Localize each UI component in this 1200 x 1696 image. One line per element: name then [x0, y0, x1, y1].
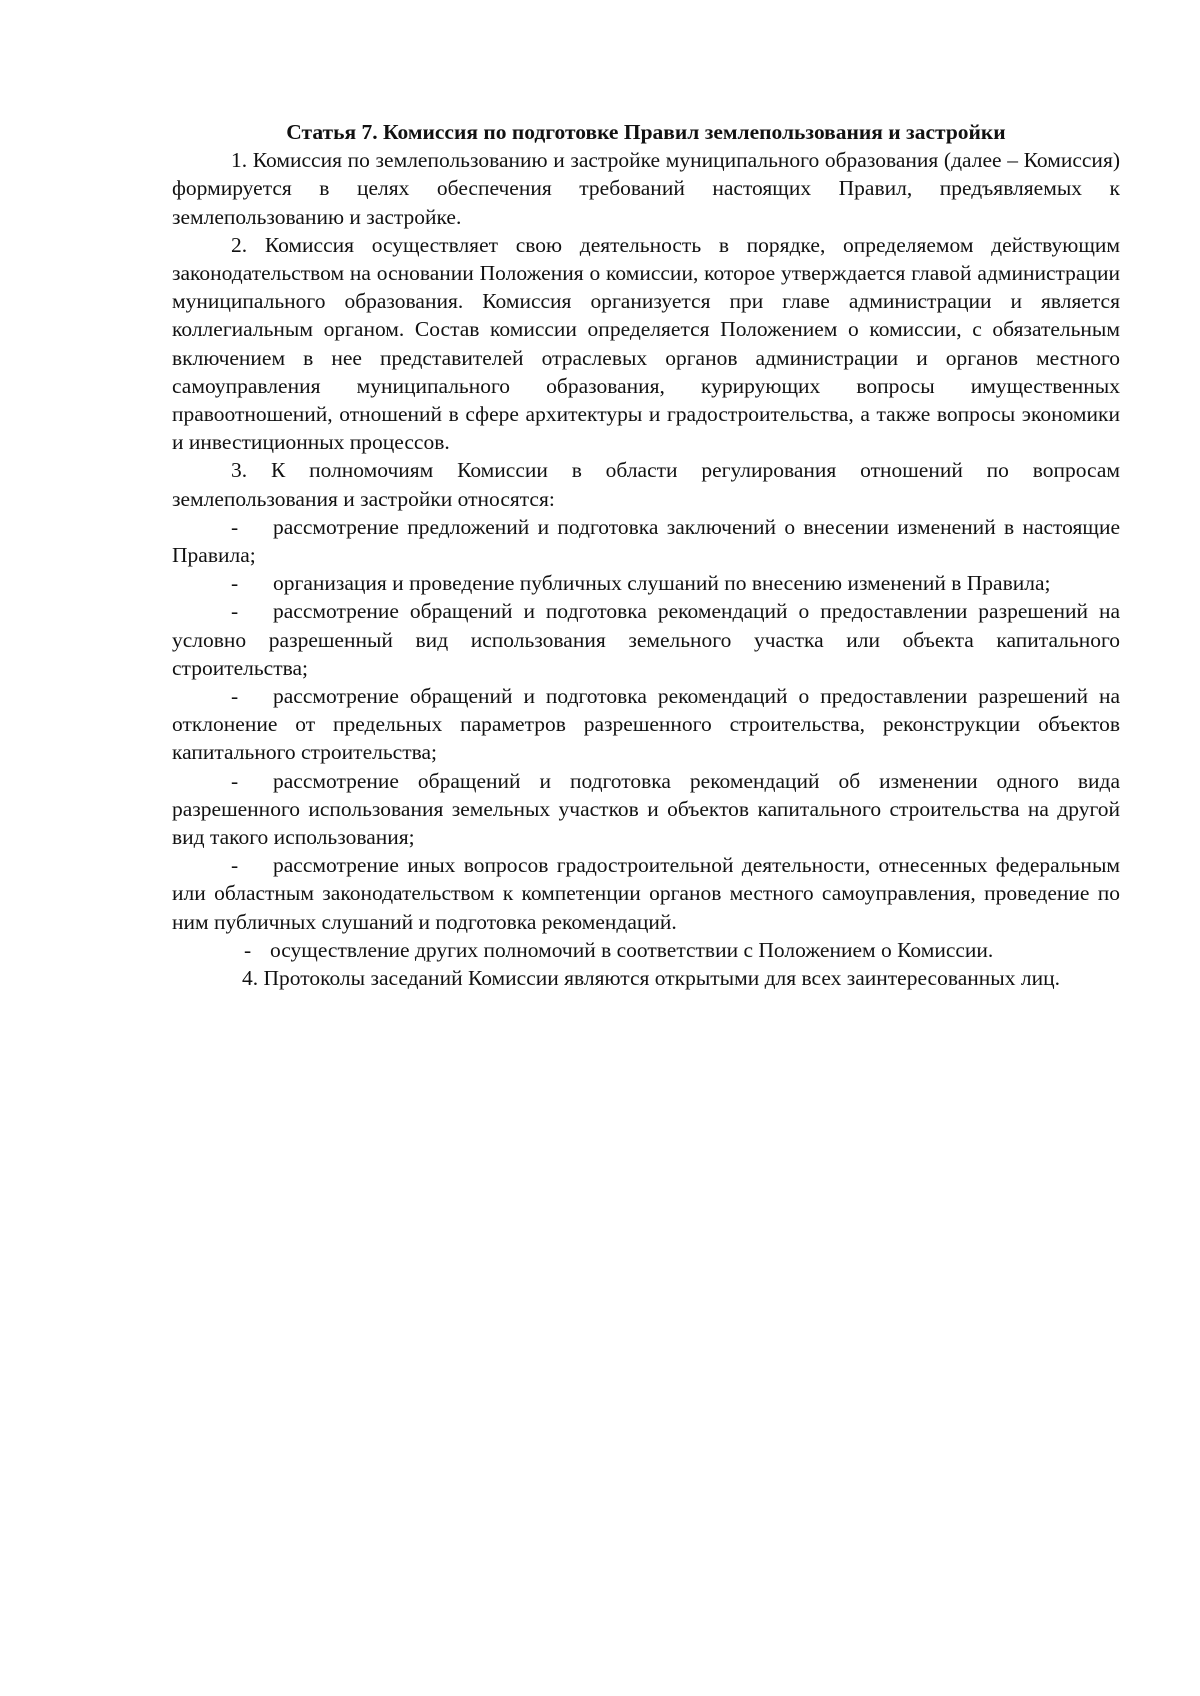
- list-item: [172, 597, 1120, 682]
- list-item-text: рассмотрение иных вопросов градостроительной деятельности, отнесенных федеральным или областным законодательством к компетенции органов местного самоуправления, проведение по ним публичных слушаний и подготовка рекомендаций.: [172, 853, 1120, 934]
- list-item-text: рассмотрение обращений и подготовка рекомендаций о предоставлении разрешений на отклонение от предельных параметров разрешенного строительства, реконструкции объектов капитального строительства;: [172, 684, 1120, 765]
- paragraph-1: 1. Комиссия по землепользованию и застройке муниципального образования (далее – Комиссия) формируется в целях обеспечения требований настоящих Правил, предъявляемых к землепользованию и застройке.: [172, 148, 1120, 229]
- bullet-dash: -: [244, 937, 252, 962]
- bullet-dash: -: [231, 684, 239, 709]
- list-item: [172, 513, 1120, 569]
- list-item: [172, 936, 1120, 964]
- list-item: [172, 569, 1120, 597]
- bullet-dash: -: [231, 571, 239, 596]
- paragraph-4: 4. Протоколы заседаний Комиссии являются открытыми для всех заинтересованных лиц.: [242, 966, 1060, 991]
- bullet-dash: -: [231, 599, 239, 624]
- document-body: [172, 118, 1120, 992]
- article-heading: Статья 7. Комиссия по подготовке Правил землепользования и застройки: [286, 120, 1006, 144]
- list-item: [172, 767, 1120, 852]
- list-item-text: рассмотрение обращений и подготовка рекомендаций о предоставлении разрешений на условно разрешенный вид использования земельного участка или объекта капитального строительства;: [172, 599, 1120, 680]
- list-item-text: осуществление других полномочий в соответствии с Положением о Комиссии.: [270, 937, 994, 962]
- bullet-dash: -: [231, 768, 239, 793]
- list-item-text: рассмотрение предложений и подготовка заключений о внесении изменений в настоящие Правила;: [172, 514, 1120, 568]
- list-item-text: организация и проведение публичных слушаний по внесению изменений в Правила;: [273, 571, 1051, 596]
- paragraph-2: 2. Комиссия осуществляет свою деятельность в порядке, определяемом действующим законодательством на основании Положения о комиссии, которое утверждается главой администрации муниципального образования. Комиссия организуется при главе администрации и является коллегиальным органом. Состав комиссии определяется Положением о комиссии, с обязательным включением в нее представителей отраслевых органов администрации и органов местного самоуправления муниципального образования, курирующих вопросы имущественных правоотношений, отношений в сфере архитектуры и градостроительства, а также вопросы экономики и инвестиционных процессов.: [172, 232, 1120, 455]
- paragraph-3: 3. К полномочиям Комиссии в области регулирования отношений по вопросам землепользования и застройки относятся:: [172, 458, 1120, 511]
- bullet-dash: -: [231, 853, 239, 878]
- list-item: [172, 682, 1120, 767]
- list-item-text: рассмотрение обращений и подготовка рекомендаций об изменении одного вида разрешенного использования земельных участков и объектов капитального строительства на другой вид такого использования;: [172, 768, 1120, 850]
- list-item: [172, 851, 1120, 936]
- bullet-dash: -: [231, 514, 239, 539]
